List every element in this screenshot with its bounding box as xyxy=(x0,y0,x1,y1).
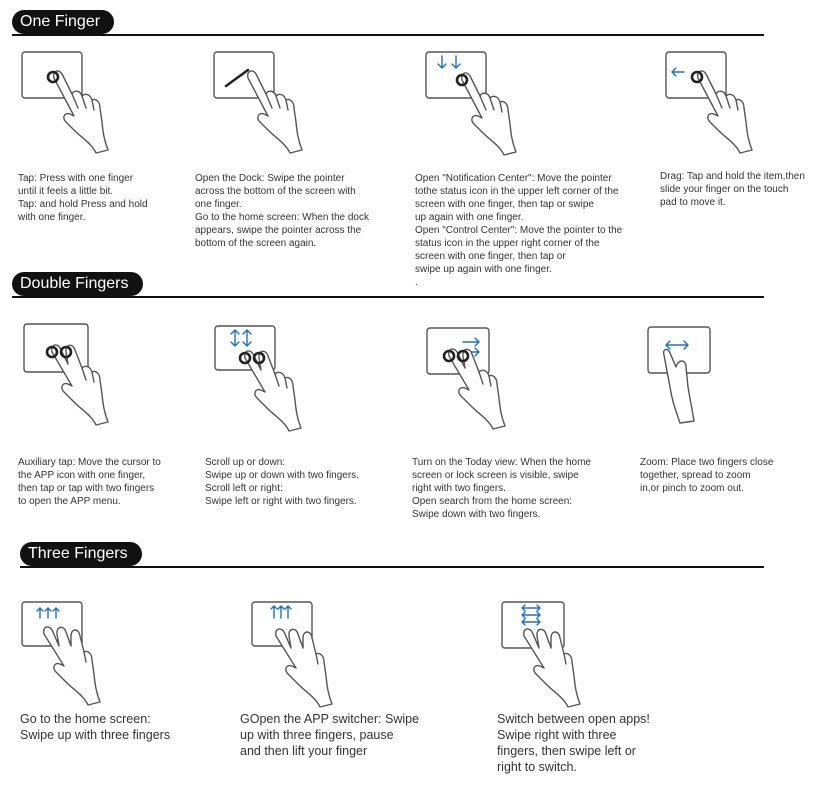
notification-gesture-illustration xyxy=(424,50,554,160)
section-title: One Finger xyxy=(12,10,114,34)
notification-description: Open "Notification Center": Move the pointer tothe status icon in the upper left corner of the screen with one finger, then tap or swipe up again with one finger. Open "Control Center": Move the pointer to the status icon in the upper right corner of the screen with one finger, then tap or swipe up again with one finger. . xyxy=(415,173,623,288)
dock-gesture-illustration xyxy=(212,50,342,160)
zoom-description: Zoom: Place two fingers close together, spread to zoom in,or pinch to zoom out. xyxy=(640,457,774,494)
section-title: Three Fingers xyxy=(20,542,142,566)
home-description: Go to the home screen: Swipe up with three fingers xyxy=(20,712,171,742)
divider xyxy=(20,566,764,568)
section-header-one-finger xyxy=(12,10,764,36)
switch-apps-gesture-illustration xyxy=(500,600,630,710)
tap-gesture-illustration xyxy=(20,50,150,160)
divider xyxy=(12,296,764,298)
drag-gesture-illustration xyxy=(664,50,794,160)
scroll-gesture-illustration xyxy=(213,324,343,434)
section-header-double-fingers xyxy=(12,272,764,298)
section-header-three-fingers xyxy=(12,542,764,568)
tap-description: Tap: Press with one finger until it feels a little bit. Tap: and hold Press and hold with one finger. xyxy=(18,173,148,223)
today-description: Turn on the Today view: When the home screen or lock screen is visible, swipe right with two fingers. Open search from the home screen: Swipe down with two fingers. xyxy=(412,457,591,520)
today-gesture-illustration xyxy=(425,326,555,436)
home-gesture-illustration xyxy=(20,600,150,710)
switch-apps-description: Switch between open apps! Swipe right with three fingers, then swipe left or right to switch. xyxy=(497,712,650,774)
switcher-gesture-illustration xyxy=(250,600,380,710)
drag-description: Drag: Tap and hold the item,then slide your finger on the touch pad to move it. xyxy=(660,171,805,208)
auxiliary-gesture-illustration xyxy=(22,322,152,432)
auxiliary-description: Auxiliary tap: Move the cursor to the APP icon with one finger, then tap or tap with two fingers to open the APP menu. xyxy=(18,457,161,507)
scroll-description: Scroll up or down: Swipe up or down with two fingers. Scroll left or right: Swipe left or right with two fingers. xyxy=(205,457,359,507)
dock-description: Open the Dock: Swipe the pointer across the bottom of the screen with one finger. Go to the home screen: When the dock appears, swipe the pointer across the bottom of the screen again. xyxy=(195,173,369,249)
divider xyxy=(12,34,764,36)
zoom-gesture-illustration xyxy=(646,325,776,435)
section-title: Double Fingers xyxy=(12,272,143,296)
switcher-description: GOpen the APP switcher: Swipe up with three fingers, pause and then lift your finger xyxy=(240,712,420,758)
